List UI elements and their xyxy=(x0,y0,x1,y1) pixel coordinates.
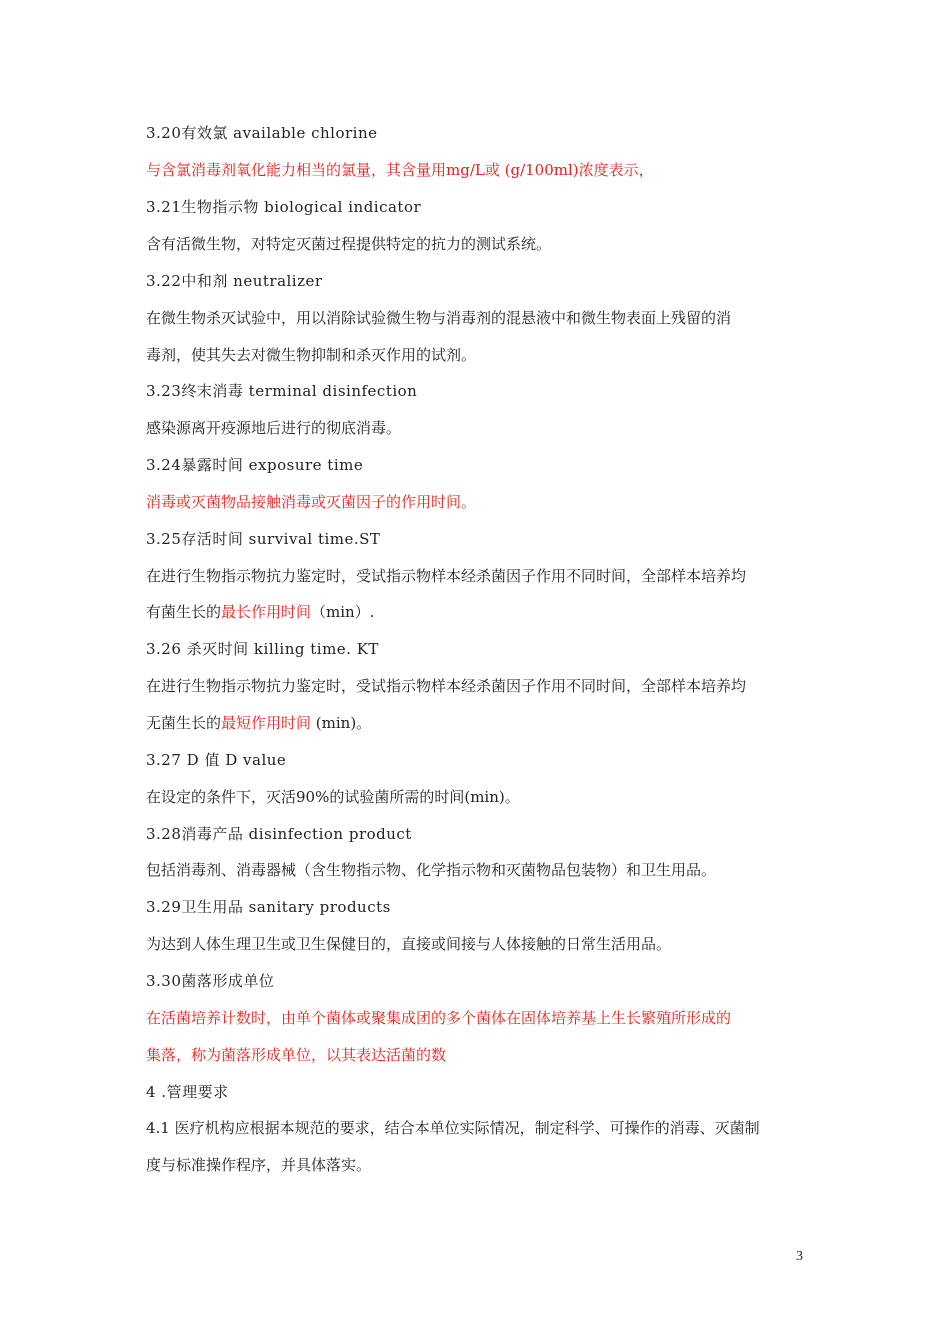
text-segment: 无菌生长的 xyxy=(146,714,222,732)
term-heading: 3.27 D 值 D value xyxy=(146,751,287,769)
term-heading: 3.24暴露时间 exposure time xyxy=(146,456,364,474)
paragraph-text: 度与标准操作程序，并具体落实。 xyxy=(146,1156,372,1174)
term-heading: 3.26 杀灭时间 killing time. KT xyxy=(146,640,379,658)
section-heading: 4 .管理要求 xyxy=(146,1083,229,1101)
term-heading: 3.29卫生用品 sanitary products xyxy=(146,898,391,916)
text-segment: (min)。 xyxy=(311,714,372,732)
definition-text: 消毒或灭菌物品接触消毒或灭菌因子的作用时间。 xyxy=(146,493,477,511)
definition-text: 含有活微生物，对特定灭菌过程提供特定的抗力的测试系统。 xyxy=(146,235,552,253)
page-number: 3 xyxy=(796,1249,803,1264)
definition-text: 毒剂，使其失去对微生物抑制和杀灭作用的试剂。 xyxy=(146,346,477,364)
term-heading: 3.22中和剂 neutralizer xyxy=(146,272,323,290)
term-heading: 3.23终末消毒 terminal disinfection xyxy=(146,382,418,400)
definition-text: 与含氯消毒剂氧化能力相当的氯量，其含量用mg/L或 (g/100ml)浓度表示， xyxy=(146,161,654,179)
definition-text: 感染源离开疫源地后进行的彻底消毒。 xyxy=(146,419,402,437)
definition-text: 在设定的条件下，灭活90%的试验菌所需的时间(min)。 xyxy=(146,788,520,806)
paragraph-text: 4.1 医疗机构应根据本规范的要求，结合本单位实际情况，制定科学、可操作的消毒、灭菌制 xyxy=(146,1119,760,1137)
term-heading: 3.28消毒产品 disinfection product xyxy=(146,825,412,843)
term-heading: 3.30菌落形成单位 xyxy=(146,972,275,990)
definition-text: 在进行生物指示物抗力鉴定时，受试指示物样本经杀菌因子作用不同时间，全部样本培养均 xyxy=(146,677,747,695)
definition-text: 集落，称为菌落形成单位，以其表达活菌的数 xyxy=(146,1046,447,1064)
definition-text xyxy=(146,602,816,622)
definition-text: 包括消毒剂、消毒器械（含生物指示物、化学指示物和灭菌物品包装物）和卫生用品。 xyxy=(146,861,717,879)
term-heading: 3.21生物指示物 biological indicator xyxy=(146,198,422,216)
definition-text: 在微生物杀灭试验中，用以消除试验微生物与消毒剂的混悬液中和微生物表面上残留的消 xyxy=(146,309,732,327)
definition-text xyxy=(146,713,816,733)
term-heading: 3.20有效氯 available chlorine xyxy=(146,124,378,142)
text-segment: （min）. xyxy=(311,603,375,621)
highlighted-text: 最短作用时间 xyxy=(221,714,312,732)
definition-text: 在活菌培养计数时，由单个菌体或聚集成团的多个菌体在固体培养基上生长繁殖所形成的 xyxy=(146,1009,732,1027)
definition-text: 为达到人体生理卫生或卫生保健目的，直接或间接与人体接触的日常生活用品。 xyxy=(146,935,672,953)
highlighted-text: 最长作用时间 xyxy=(221,603,312,621)
term-heading: 3.25存活时间 survival time.ST xyxy=(146,530,381,548)
text-segment: 有菌生长的 xyxy=(146,603,222,621)
definition-text: 在进行生物指示物抗力鉴定时，受试指示物样本经杀菌因子作用不同时间，全部样本培养均 xyxy=(146,567,747,585)
